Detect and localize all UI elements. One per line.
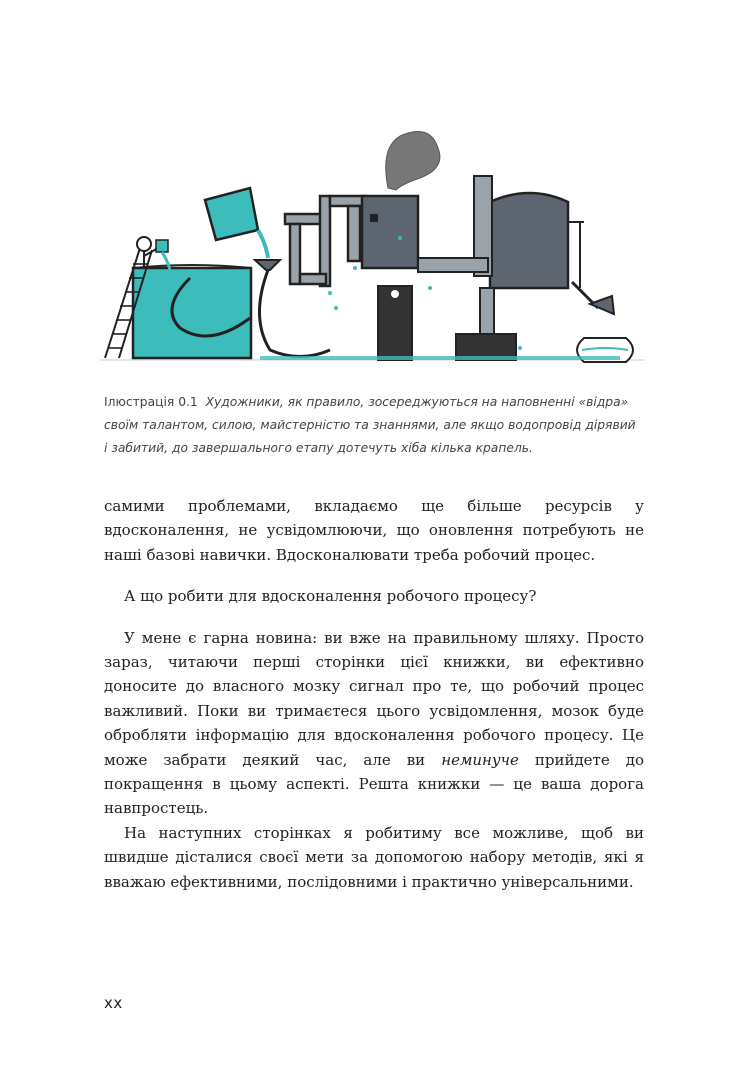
figure-caption xyxy=(104,391,644,460)
caption-line-2 xyxy=(104,414,644,437)
caption-text-3: і забитий, до завершального етапу дотечуть хіба кілька крапель. xyxy=(104,441,533,455)
body-text xyxy=(104,494,644,894)
paragraph-3-emphasis: неминуче xyxy=(441,750,519,769)
caption-line-1 xyxy=(104,391,644,414)
paragraph-3-part-2: прийдете до покращення в цьому аспекті. Решта книжки — це ваша дорога навпростець. xyxy=(104,750,645,818)
paragraph-3-part-1: У мене є гарна новина: ви вже на правильному шляху. Просто зараз, читаючи перші сторінки цієї книжки, ви ефективно доносите до власного мозку сигнал про те, що робочий процес важливий. Поки ви тримаєтеся цього усвідомлення, мозок буде обробляти інформацію для вдосконалення робочого процесу. Це може забрати деякий час, але ви xyxy=(104,628,644,769)
paragraph-3 xyxy=(104,626,644,821)
caption-text-2: своїм талантом, силою, майстерністю та знаннями, але якщо водопровід дірявий xyxy=(104,418,636,432)
paragraph-1: самими проблемами, вкладаємо ще більше ресурсів у вдосконалення, не усвідомлюючи, що оновлення потребують не наші базові навички. Вдосконалювати треба робочий процес. xyxy=(104,497,644,564)
caption-line-3 xyxy=(104,437,644,460)
caption-text-1: Художники, як правило, зосереджуються на наповненні «відра» xyxy=(205,395,629,409)
page-number: xx xyxy=(104,994,123,1012)
plumbing-machine-illustration xyxy=(100,118,645,370)
paragraph-2: А що робити для вдосконалення робочого процесу? xyxy=(124,587,537,606)
caption-label: Ілюстрація 0.1 xyxy=(104,395,198,409)
paragraph-4: На наступних сторінках я робитиму все можливе, щоб ви швидше дісталися своєї мети за допомогою набору методів, які я вважаю ефективними, послідовними і практично універсальними. xyxy=(104,823,644,891)
